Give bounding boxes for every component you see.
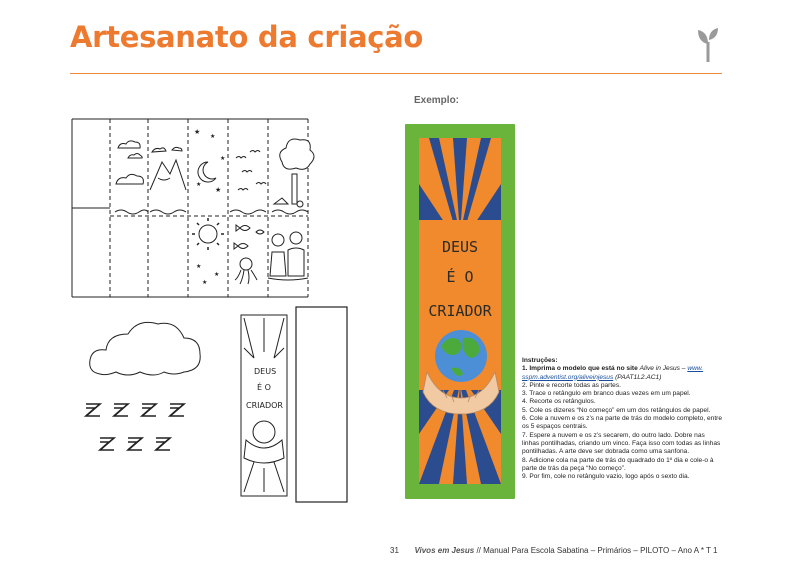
instruction-step: 2. Pinte e recorte todas as partes. bbox=[522, 381, 621, 389]
bookmark-line-3: CRIADOR bbox=[428, 302, 492, 320]
page-number: 31 bbox=[390, 546, 399, 555]
empty-rectangle-template bbox=[296, 307, 347, 502]
svg-text:★: ★ bbox=[220, 156, 226, 162]
bookmark-line-1: DEUS bbox=[441, 238, 479, 256]
svg-text:★: ★ bbox=[196, 182, 202, 188]
svg-text:DEUS: DEUS bbox=[254, 367, 277, 376]
svg-text:★: ★ bbox=[194, 129, 201, 136]
svg-text:★: ★ bbox=[214, 272, 220, 278]
instructions-heading: Instruções: bbox=[522, 357, 558, 364]
instructions-panel bbox=[522, 357, 722, 481]
svg-text:CRIADOR: CRIADOR bbox=[246, 401, 283, 410]
svg-text:★: ★ bbox=[196, 264, 202, 270]
z-shapes-cutouts bbox=[86, 404, 184, 450]
series-name: Vivos em Jesus bbox=[414, 546, 475, 555]
footer-text: // Manual Para Escola Sabatina – Primários – PILOTO – Ano A * T 1 bbox=[474, 546, 718, 555]
example-label: Exemplo: bbox=[414, 95, 460, 106]
cloud-cutout-icon bbox=[90, 322, 200, 375]
instruction-step: 7. Espere a nuvem e os z’s secarem, do outro lado. Dobre nas linhas pontilhadas, criando um vinco. Faça isso com todas as linhas pontilhadas. A arte deve ser dobrada como uma sanfona. bbox=[522, 431, 721, 456]
instructions-link[interactable]: www. sspm.adventist.org/aliveinjesus bbox=[522, 365, 704, 381]
day1-clouds-icon bbox=[115, 141, 148, 214]
svg-text:★: ★ bbox=[202, 280, 208, 286]
day4-sun-moon-stars-icon bbox=[192, 128, 225, 286]
publisher-logo-icon bbox=[694, 26, 722, 64]
instruction-step: 3. Trace o retângulo em branco duas vezes em um papel. bbox=[522, 390, 691, 398]
svg-text:★: ★ bbox=[210, 134, 216, 140]
bookmark-line-2: É O bbox=[446, 268, 474, 286]
example-bookmark bbox=[405, 124, 515, 499]
day5-birds-fish-icon bbox=[230, 151, 266, 285]
instruction-step: 5. Cole os dizeres “No começo” em um dos retângulos de papel. bbox=[522, 406, 711, 414]
craft-templates bbox=[60, 112, 365, 512]
instruction-step: 4. Recorte os retângulos. bbox=[522, 398, 596, 406]
svg-text:★: ★ bbox=[215, 187, 222, 194]
header-divider bbox=[70, 73, 722, 74]
page-footer bbox=[390, 546, 717, 555]
small-bookmark-template bbox=[241, 315, 287, 496]
page-title: Artesanato da criação bbox=[70, 20, 424, 54]
instruction-step: 6. Cole a nuvem e os z’s na parte de trás do modelo completo, entre os 5 espaços centrais. bbox=[522, 415, 723, 431]
svg-text:É O: É O bbox=[257, 383, 271, 392]
day6-tree-people-icon bbox=[268, 139, 314, 280]
day2-mountains-icon bbox=[150, 147, 186, 214]
instruction-step-1: 1. Imprima o modelo que está no site Alive in Jesus – www. sspm.adventist.org/aliveinjesus (PAAT1L2.AC1) bbox=[522, 365, 704, 381]
instructions-list bbox=[522, 365, 722, 481]
instruction-step: 8. Adicione cola na parte de trás do quadrado do 1º dia e cole-o à parte de trás da peça “No começo”. bbox=[522, 456, 714, 472]
instruction-step: 9. Por fim, cole no retângulo vazio, logo após o sexto dia. bbox=[522, 473, 690, 481]
